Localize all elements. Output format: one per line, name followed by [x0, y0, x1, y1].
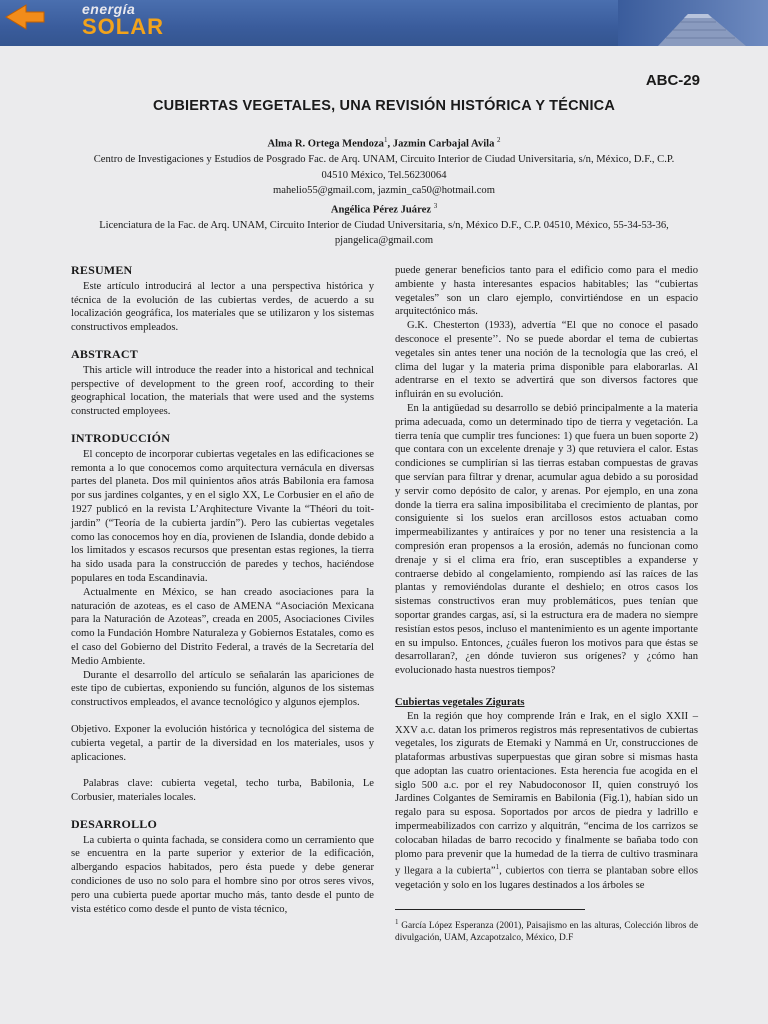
logo-small-text: energía [82, 1, 136, 17]
author-1: Alma R. Ortega Mendoza [267, 138, 384, 150]
author-2-sup: 2 [497, 136, 501, 144]
back-arrow-icon[interactable] [4, 3, 46, 31]
energia-solar-logo[interactable] [82, 2, 164, 38]
paper-code: ABC-29 [645, 72, 700, 89]
footnote-number: 1 [395, 917, 399, 926]
introduccion-heading: INTRODUCCIÓN [71, 430, 171, 445]
pyramid-image [618, 0, 768, 46]
footnote [395, 916, 698, 945]
footnote-divider [395, 909, 585, 910]
right-paragraph-4a: En la región que hoy comprende Irán e Irak, en el siglo XXII – XXV a.c. datan los primeros registros más representativos de cubiertas vegetales, los zigurats de Etemaki y Nammá en Ur, construcciones de plataformas arbustivas superpuestas que giran sobre si mismas hasta que adoptan las cuatro orientaciones. Esta herencia fue acogida en el siglo 500 a.c. por el rey Nabudoconosor II, quien construyó los Jardines Colgantes de Semiramis en Babilonia (Fig.1), habían sido un regalo para su esposa. Soportados por arcos de piedra y ladrillo e impermeabilizados con carrizo y alquitrán, “encima de los carrizos se colocaban hiladas de barro recocido y finalmente se bañaba todo con plomo para prevenir que la humedad de la tierra de cultivo trasminara y llegara a la cubierta” [395, 710, 698, 877]
right-paragraph-2: G.K. Chesterton (1933), advertía “El que no conoce el pasado desconoce el presente’’. No se puede abordar el tema de cubiertas vegetales sin antes tener una noción de la tecnología que las creó, el clima del lugar y la materia prima disponible para elaborarlas. Al adentrarse en el texto se advertirá que son diversos factores que influirán en su evolución. [395, 320, 698, 401]
author-3: Angélica Pérez Juárez [330, 204, 434, 216]
right-paragraph-1: puede generar beneficios tanto para el edificio como para el medio ambiente y hasta interesantes espacios habitables; las “cubiertas vegetales” son un claro ejemplo, convirtiéndose en un espacio arquitectónico más. [395, 265, 698, 318]
zigurats-subheading: Cubiertas vegetales Zigurats [395, 696, 525, 708]
abstract-heading: ABSTRACT [71, 346, 138, 361]
resumen-heading: RESUMEN [71, 263, 133, 277]
emails-1: mahelio55@gmail.com, jazmin_ca50@hotmail.com [273, 185, 495, 197]
authors-line [90, 133, 678, 152]
right-paragraph-4b: , cubiertos con tierra se plantaban sobre ellos vegetación y solo en los lugares destinados a los árboles se [395, 866, 699, 891]
paper-title: CUBIERTAS VEGETALES, UNA REVISIÓN HISTÓRICA Y TÉCNICA [152, 98, 616, 114]
desarrollo-heading: DESARROLLO [71, 816, 158, 831]
site-header [0, 0, 768, 46]
abstract-text: This article will introduce the reader into a historical and technical perspective of development to the green roof, according to their geographical location, the materials that were used and the systems constructed employees. [71, 364, 374, 418]
affiliation-1: Centro de Investigaciones y Estudios de Posgrado Fac. de Arq. UNAM, Circuito Interior de Ciudad Universitaria, s/n, México, D.F., C.P. 04510 México, Tel.56230064 [93, 154, 675, 181]
intro-paragraph-2: Actualmente en México, se han creado asociaciones para la naturación de azoteas, es el caso de AMENA “Asociación Mexicana para la Naturación de Azoteas”, creada en 2005, Asociaciones Civiles como la Fundación Hombre Naturaleza y Gobiernos Estatales, como es el caso del Gobierno del Distrito Federal, a través de la Secretaría del Medio Ambiente. [71, 586, 374, 667]
footnote-text: García López Esperanza (2001), Paisajismo en las alturas, Colección libros de divulgación, UAM, Azcapotzalco, México, D.F [395, 920, 698, 944]
affiliation-2: Licenciatura de la Fac. de Arq. UNAM, Circuito Interior de Ciudad Universitaria, s/n, México D.F., C.P. 04510, México, 55-34-53-36, pjangelica@gmail.com [99, 219, 669, 247]
palabras-clave: Palabras clave: cubierta vegetal, techo turba, Babilonia, Le Corbusier, materiales locales. [71, 778, 374, 804]
right-column [395, 264, 698, 945]
desarrollo-paragraph-1: La cubierta o quinta fachada, se considera como un cerramiento que se encuentra en la parte superior y exterior de la edificación, albergando espacios habitados, pero ésta puede y debe generar condiciones de uso no solo para el hombre sino por otros seres vivos, pero una cubierta puede aportar mucho más, tanto desde el punto de vista estético como desde el punto de vista técnico, [71, 834, 374, 915]
author-2: , Jazmin Carbajal Avila [387, 138, 498, 150]
footnote-ref[interactable]: 1 [495, 863, 500, 872]
right-paragraph-4 [395, 710, 698, 893]
authors-block [90, 133, 678, 249]
left-column [71, 264, 374, 916]
right-paragraph-3: En la antigüedad su desarrollo se debió principalmente a la materia prima adecuada, como un determinado tipo de tierra y vegetación. La tierra tenía que cumplir tres funciones: 1) que fuera un buen soporte 2) que contara con un excelente drenaje y 3) que retuviera el calor. Estas condiciones se cumplirían si las tierras estaban compuestas de gravas que servían para filtrar y drenar, acumular agua debido a su porosidad y servir como depósito de calor, y arenas. Por ejemplo, en una zona donde la tierra era salina imposibilitaba el crecimiento de plantas, por consiguiente si los suelos eran arcillosos estos actuaban como impermeabilizantes y antiraíces y por no tener una resistencia a la compresión eran propensos a la erosión, además no funcionan como drenaje y si el clima era frío, eran susceptibles a expanderse y contraerse debido al congelamiento, rompiendo así las raíces de las plantas y removiéndolas durante el deshielo; en otros casos los sistemas constructivos eran muy problemáticos, pues tenían que soportar grandes cargas, así, si la estructura era de madera no siempre resistían estos pesos, incluso el mantenimiento es un agente importante en su impulso. Entonces, ¿cuáles fueron los motivos para que éstas se desarrollaran?, ¿en dónde tuvieron sus orígenes? y ¿cómo han evolucionado hasta nuestros tiempos? [395, 402, 698, 677]
author-1-sup: 1 [383, 136, 388, 144]
resumen-text: Este artículo introducirá al lector a una perspectiva histórica y técnica de la evolución de las cubiertas verdes, de acuerdo a su localización geográfica, los materiales que se utilizaron y los sistemas constructivos empleados. [71, 280, 374, 334]
intro-paragraph-3: Durante el desarrollo del artículo se señalarán las apariciones de este tipo de cubiertas, exponiendo su función, algunos de los sistemas constructivos empleados, el avance tecnológico y algunos ejemplos. [71, 669, 374, 709]
author-3-sup: 3 [433, 201, 438, 210]
logo-main-text: SOLAR [82, 14, 164, 39]
intro-paragraph-1: El concepto de incorporar cubiertas vegetales en las edificaciones se remonta a lo que conocemos como arquitectura vernácula en diversas partes del planeta. Dos mil quinientos años atrás Babilonia era famosa por sus jardines colgantes, y en el siglo XX, Le Corbusier en el año de 1927 publicó en la revista L’Arqhitecture Vivante la “Théori du toit-jardin” (“Teoría de la cubierta jardín”). Pero las cubiertas vegetales como las conocemos hoy en día, provienen de Islandia, donde debido a los limitados y escasos recursos que presentan estas regiones, la tierra ha sido usada para la construcción de paredes y techos, haciéndose populares en toda Escandinavia. [71, 448, 374, 584]
objetivo-text: Objetivo. Exponer la evolución histórica y tecnológica del sistema de cubierta vegetal, a partir de la diversidad en los materiales, usos y aplicaciones. [71, 723, 374, 763]
